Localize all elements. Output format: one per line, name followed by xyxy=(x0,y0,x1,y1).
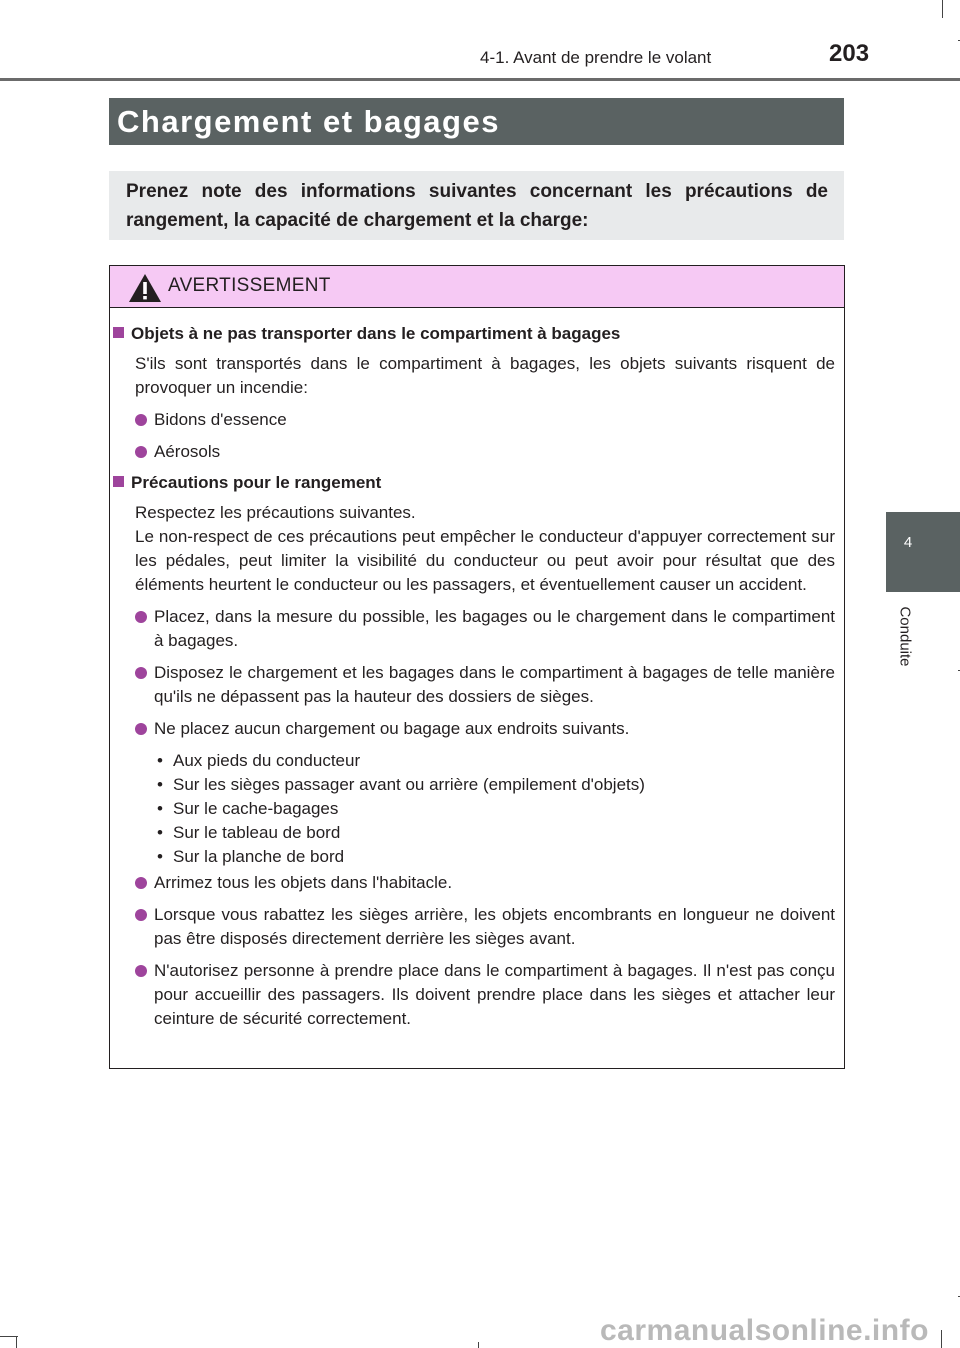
warning-label: AVERTISSEMENT xyxy=(168,275,331,296)
list-item: Lorsque vous rabattez les sièges arrière, les objets encombrants en longueur ne doivent pas être disposés directement derrière les sièges avant. xyxy=(135,903,835,951)
sub-list-item: • Sur le cache-bagages xyxy=(157,799,339,818)
side-tab xyxy=(886,512,960,592)
sub-list-item: • Sur la planche de bord xyxy=(157,847,345,866)
warning-box xyxy=(109,265,845,1069)
round-bullet-icon xyxy=(135,723,147,735)
round-bullet-icon xyxy=(135,877,147,889)
list-item: Ne placez aucun chargement ou bagage aux endroits suivants. xyxy=(135,717,835,741)
header-divider xyxy=(0,78,960,81)
intro-box xyxy=(109,171,844,240)
round-bullet-icon xyxy=(135,909,147,921)
list-item: N'autorisez personne à prendre place dans le compartiment à bagages. Il n'est pas conçu pour accueillir des passagers. Ils doivent prendre place dans les sièges et attacher leur ceinture de sécurité correctement. xyxy=(135,959,835,1031)
round-bullet-icon xyxy=(135,611,147,623)
sub-list-item: • Aux pieds du conducteur xyxy=(157,751,361,770)
square-bullet-icon xyxy=(113,327,124,338)
side-tab-label: Conduite xyxy=(896,606,914,667)
crop-mark xyxy=(16,1336,17,1348)
sub-list xyxy=(135,749,835,869)
section-text: Le non-respect de ces précautions peut empêcher le conducteur d'appuyer correctement sur les pédales, peut limiter la visibilité du conducteur ou peut avoir pour résultat que des éléments heurtent le conducteur ou les passagers, et éventuellement causer un accident. xyxy=(135,527,835,594)
section-text: Respectez les précautions suivantes. xyxy=(135,503,416,522)
section-title: Précautions pour le rangement xyxy=(135,471,835,495)
watermark: carmanualsonline.info xyxy=(600,1314,929,1347)
sub-list-item: • Sur les sièges passager avant ou arrière (empilement d'objets) xyxy=(157,775,645,794)
crop-mark xyxy=(942,0,943,18)
list-item: Bidons d'essence xyxy=(135,408,835,432)
crop-mark xyxy=(478,1342,479,1348)
sub-list-item: • Sur le tableau de bord xyxy=(157,823,341,842)
running-header-section: 4-1. Avant de prendre le volant xyxy=(480,48,712,67)
crop-mark xyxy=(941,1330,942,1348)
list-item: Disposez le chargement et les bagages dans le compartiment à bagages de telle manière qu'ils ne dépassent pas la hauteur des dossiers de sièges. xyxy=(135,661,835,709)
page-number: 203 xyxy=(829,40,870,67)
page-title: Chargement et bagages xyxy=(109,98,844,145)
round-bullet-icon xyxy=(135,414,147,426)
section-title: Objets à ne pas transporter dans le compartiment à bagages xyxy=(135,322,835,346)
list-item: Placez, dans la mesure du possible, les bagages ou le chargement dans le compartiment à bagages. xyxy=(135,605,835,653)
side-tab-number: 4 xyxy=(903,534,913,551)
round-bullet-icon xyxy=(135,965,147,977)
list-item: Arrimez tous les objets dans l'habitacle. xyxy=(135,871,835,895)
square-bullet-icon xyxy=(113,476,124,487)
warning-triangle-icon xyxy=(128,273,162,303)
warning-header xyxy=(110,266,844,308)
round-bullet-icon xyxy=(135,667,147,679)
list-item: Aérosols xyxy=(135,440,835,464)
round-bullet-icon xyxy=(135,446,147,458)
warning-body xyxy=(110,308,844,1031)
section-text: S'ils sont transportés dans le compartiment à bagages, les objets suivants risquent de provoquer un incendie: xyxy=(135,354,835,397)
intro-text: Prenez note des informations suivantes concernant les précautions de rangement, la capacité de chargement et la charge: xyxy=(126,181,828,231)
